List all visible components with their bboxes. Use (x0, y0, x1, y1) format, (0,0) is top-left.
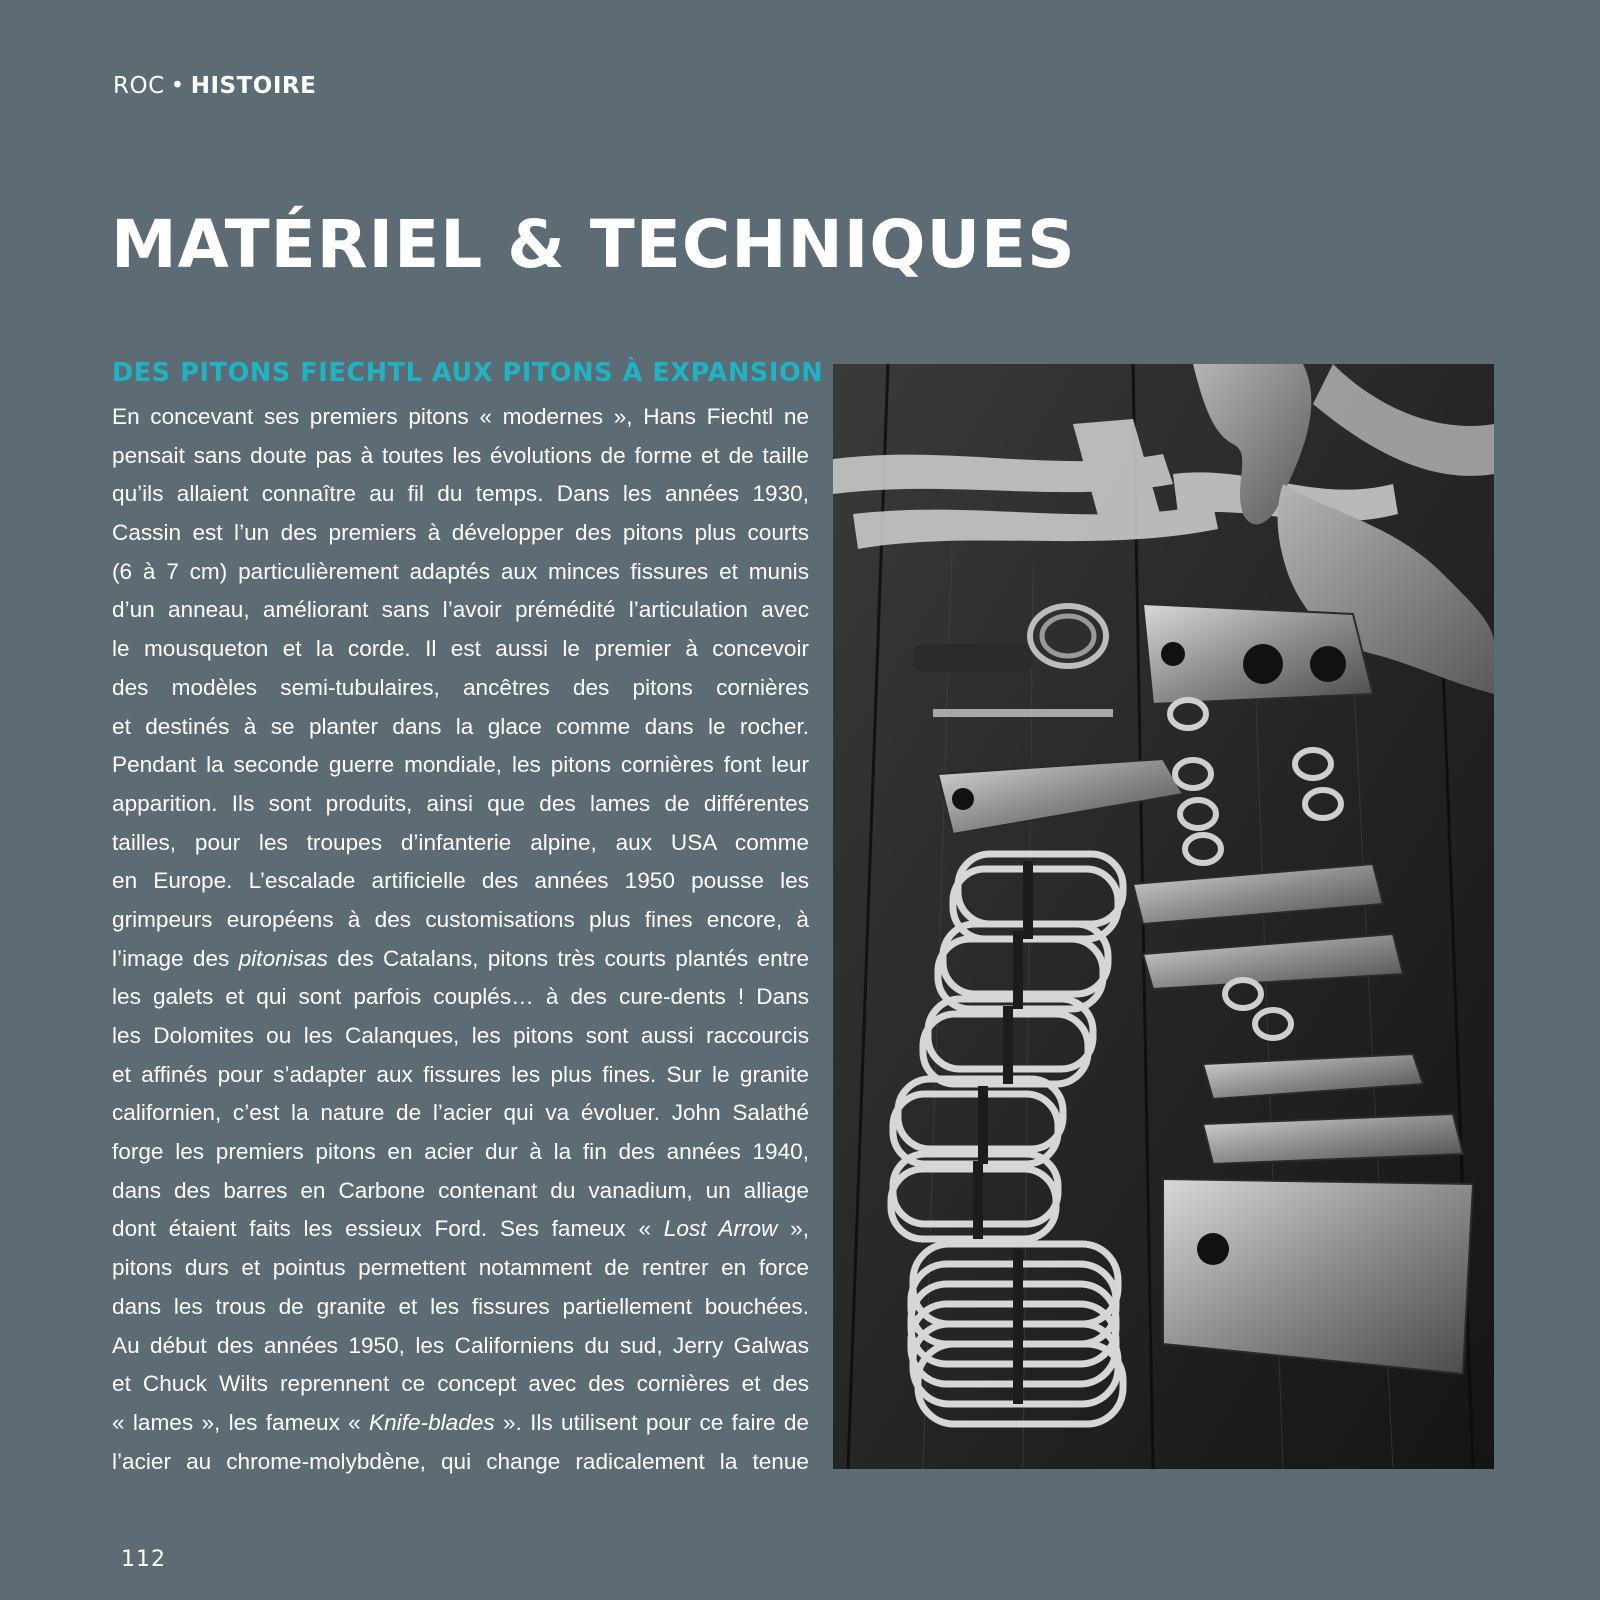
body-text-segment: forge les premiers pitons en acier dur à la fin des années 1940, (112, 1139, 809, 1165)
body-text-segment: l’acier au chrome-molybdène, qui change radicalement la tenue (112, 1448, 809, 1474)
body-line (112, 1017, 809, 1056)
body-text-segment: apparition. Ils sont produits, ainsi que des lames de différentes (112, 790, 809, 816)
body-line (112, 824, 809, 863)
body-line (112, 978, 809, 1017)
body-text-segment: En concevant ses premiers pitons « modernes », Hans Fiechtl ne (112, 404, 809, 429)
body-line (112, 1094, 809, 1133)
body-text-segment: dans les trous de granite et les fissures partiellement bouchées. (112, 1293, 809, 1319)
running-head-separator: • (170, 73, 185, 99)
body-text-segment: dont étaient faits les essieux Ford. Ses fameux « (112, 1216, 664, 1242)
body-line (112, 437, 809, 476)
body-text-segment: dans des barres en Carbone contenant du vanadium, un alliage (112, 1177, 809, 1203)
body-text-segment: Cassin est l’un des premiers à développer des pitons plus courts (112, 520, 809, 546)
body-text-segment: ». Ils utilisent pour ce faire de (494, 1409, 809, 1435)
body-line (112, 1288, 809, 1327)
climbing-gear-photo (833, 364, 1494, 1469)
body-line (112, 398, 809, 437)
body-line (112, 475, 809, 514)
body-line (112, 1365, 809, 1404)
body-line (112, 1327, 809, 1366)
body-line (112, 1133, 809, 1172)
body-line (112, 1056, 809, 1095)
body-text-segment: (6 à 7 cm) particulièrement adaptés aux minces fissures et munis (112, 558, 809, 584)
body-line (112, 669, 809, 708)
body-line (112, 1404, 809, 1443)
body-text-segment: et destinés à se planter dans la glace comme dans le rocher. (112, 713, 809, 739)
page-number: 112 (121, 1547, 166, 1572)
body-text-segment: le mousqueton et la corde. Il est aussi le premier à concevoir (112, 636, 809, 662)
body-text-segment: », (777, 1216, 809, 1242)
body-line (112, 591, 809, 630)
body-line (112, 1210, 809, 1249)
body-text-segment: et Chuck Wilts reprennent ce concept avec des cornières et des (112, 1371, 809, 1397)
body-text-segment: d’un anneau, améliorant sans l’avoir prémédité l’articulation avec (112, 597, 809, 623)
body-text-segment: pitons durs et pointus permettent notamment de rentrer en force (112, 1255, 809, 1281)
article-body (112, 398, 809, 1481)
body-line (112, 785, 809, 824)
body-line (112, 1249, 809, 1288)
body-line (112, 1443, 809, 1482)
page-title: MATÉRIEL & TECHNIQUES (111, 206, 1076, 283)
italic-term: pitonisas (238, 945, 328, 971)
body-text-segment: des Catalans, pitons très courts plantés entre (327, 945, 809, 971)
body-text-segment: qu’ils allaient connaître au fil du temps. Dans les années 1930, (112, 481, 809, 507)
body-text-segment: des modèles semi-tubulaires, ancêtres des pitons cornières (112, 674, 809, 700)
body-line (112, 708, 809, 747)
running-head-subsection: HISTOIRE (190, 73, 317, 99)
body-text-segment: pensait sans doute pas à toutes les évolutions de forme et de taille (112, 442, 809, 468)
body-text-segment: tailles, pour les troupes d’infanterie alpine, aux USA comme (112, 829, 809, 855)
section-heading: DES PITONS FIECHTL AUX PITONS À EXPANSION (112, 358, 824, 388)
running-head (113, 73, 316, 99)
body-line (112, 901, 809, 940)
body-text-segment: grimpeurs européens à des customisations plus fines encore, à (112, 906, 809, 932)
body-line (112, 553, 809, 592)
body-text-segment: Au début des années 1950, les Californiens du sud, Jerry Galwas (112, 1332, 809, 1358)
italic-term: Lost Arrow (663, 1216, 778, 1242)
body-line (112, 746, 809, 785)
body-text-segment: Pendant la seconde guerre mondiale, les pitons cornières font leur (112, 752, 809, 778)
italic-term: Knife-blades (369, 1409, 495, 1435)
body-line (112, 862, 809, 901)
body-text-segment: californien, c’est la nature de l’acier qui va évoluer. John Salathé (112, 1100, 809, 1126)
body-text-segment: l’image des (112, 945, 239, 971)
body-line (112, 1172, 809, 1211)
body-text-segment: les galets et qui sont parfois couplés… à des cure-dents ! Dans (112, 984, 809, 1010)
body-text-segment: les Dolomites ou les Calanques, les pitons sont aussi raccourcis (112, 1023, 809, 1048)
running-head-section: ROC (113, 73, 165, 99)
body-line (112, 630, 809, 669)
body-line (112, 940, 809, 979)
body-text-segment: en Europe. L’escalade artificielle des années 1950 pousse les (112, 868, 809, 894)
body-text-segment: et affinés pour s’adapter aux fissures les plus fines. Sur le granite (112, 1061, 809, 1087)
body-line (112, 514, 809, 553)
body-text-segment: « lames », les fameux « (112, 1409, 370, 1435)
